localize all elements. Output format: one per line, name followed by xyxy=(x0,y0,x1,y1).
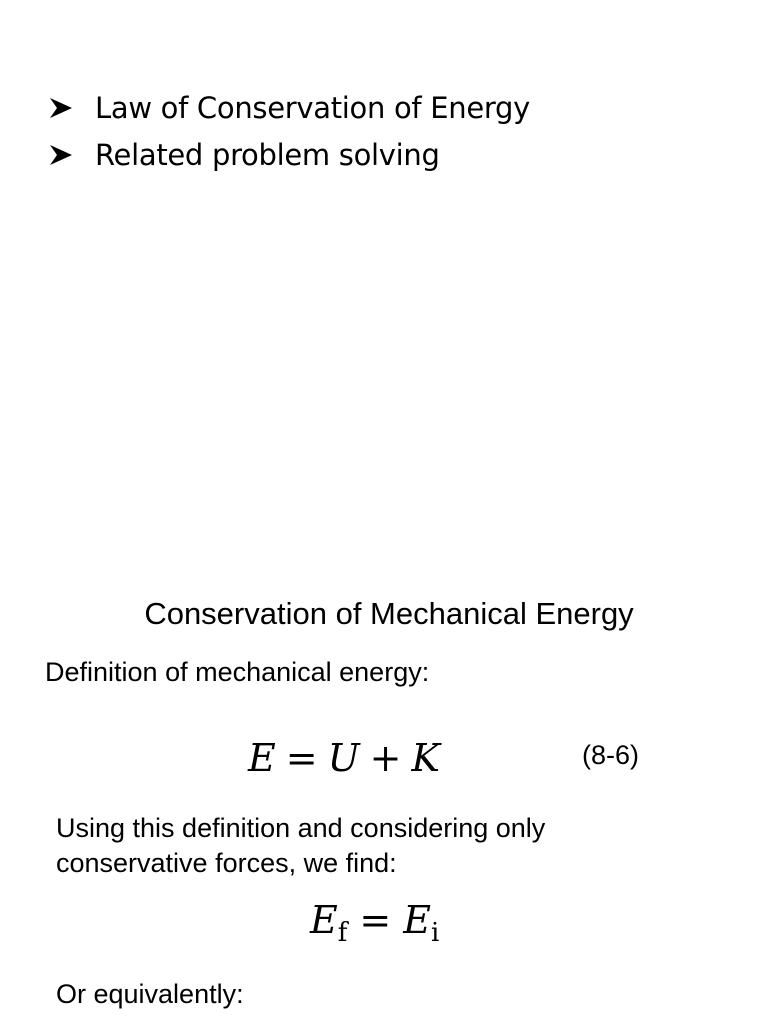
closing-text: Or equivalently: xyxy=(56,979,244,1009)
bullet-label: Related problem solving xyxy=(95,137,440,172)
initial-subscript: i xyxy=(430,918,440,948)
bullet-label: Law of Conservation of Energy xyxy=(95,90,530,125)
bullet-item xyxy=(48,131,530,178)
definition-label: Definition of mechanical energy: xyxy=(45,657,430,687)
paragraph-line: conservative forces, we find: xyxy=(56,848,397,878)
equation-number: (8-6) xyxy=(582,740,640,770)
final-subscript: f xyxy=(337,918,348,948)
plus-sign: + xyxy=(369,736,402,780)
slide-title: Conservation of Mechanical Energy xyxy=(144,596,634,631)
potential-energy-term: U xyxy=(327,736,360,780)
energy-conservation-equation xyxy=(310,898,439,948)
initial-energy-symbol: E xyxy=(403,898,431,942)
mechanical-energy-equation xyxy=(248,736,440,780)
equals-sign: = xyxy=(285,736,318,780)
arrowhead-bullet-icon xyxy=(48,93,95,123)
topic-bullet-list xyxy=(48,84,530,178)
arrowhead-bullet-icon xyxy=(48,140,95,170)
kinetic-energy-term: K xyxy=(411,736,440,780)
final-energy-symbol: E xyxy=(310,898,338,942)
equation-lhs: E xyxy=(248,736,276,780)
equals-sign: = xyxy=(359,898,392,942)
paragraph-line: Using this definition and considering only xyxy=(56,813,546,843)
bullet-item xyxy=(48,84,530,131)
